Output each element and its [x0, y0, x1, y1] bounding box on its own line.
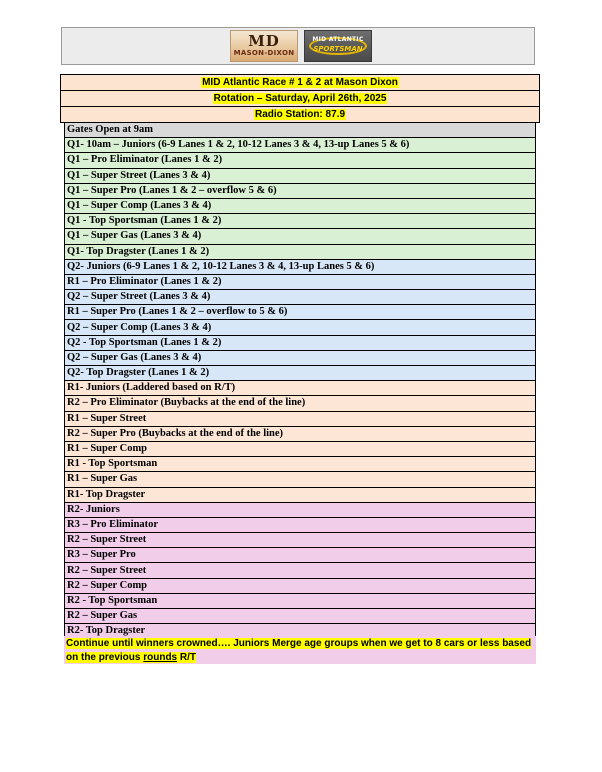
schedule-cell: R2 – Super Street	[65, 533, 536, 548]
schedule-row	[65, 366, 536, 381]
schedule-cell: R1 – Super Gas	[65, 472, 536, 487]
schedule-body	[65, 123, 536, 639]
event-title-row	[61, 75, 540, 91]
mid-atlantic-logo-mark: MID ATLANTIC	[312, 36, 364, 43]
schedule-row	[65, 138, 536, 153]
schedule-cell: R2 - Top Sportsman	[65, 593, 536, 608]
schedule-row	[65, 487, 536, 502]
schedule-cell: Q2 – Super Gas (Lanes 3 & 4)	[65, 350, 536, 365]
schedule-row	[65, 350, 536, 365]
schedule-row	[65, 305, 536, 320]
schedule-row	[65, 593, 536, 608]
schedule-row	[65, 153, 536, 168]
schedule-row	[65, 578, 536, 593]
schedule-row	[65, 183, 536, 198]
event-radio-row	[61, 107, 540, 123]
schedule-row	[65, 502, 536, 517]
mid-atlantic-logo	[304, 30, 372, 62]
footnote-link: rounds	[143, 652, 178, 663]
schedule-cell: Q2- Juniors (6-9 Lanes 1 & 2, 10-12 Lanes 3 & 4, 13-up Lanes 5 & 6)	[65, 259, 536, 274]
schedule-row	[65, 609, 536, 624]
schedule-cell: Q1 – Super Gas (Lanes 3 & 4)	[65, 229, 536, 244]
event-radio-cell	[61, 107, 540, 123]
schedule-row	[65, 411, 536, 426]
schedule-row	[65, 320, 536, 335]
schedule-cell: Q1 – Super Comp (Lanes 3 & 4)	[65, 198, 536, 213]
schedule-cell: R3 – Pro Eliminator	[65, 517, 536, 532]
schedule-row	[65, 426, 536, 441]
event-rotation-cell	[61, 91, 540, 107]
schedule-row	[65, 123, 536, 138]
event-rotation: Rotation – Saturday, April 26th, 2025	[213, 93, 387, 104]
schedule-cell: Gates Open at 9am	[65, 123, 536, 138]
event-radio: Radio Station: 87.9	[254, 109, 345, 120]
schedule-cell: R2- Top Dragster	[65, 624, 536, 639]
schedule-cell: R1 - Top Sportsman	[65, 457, 536, 472]
schedule-cell: Q2 - Top Sportsman (Lanes 1 & 2)	[65, 335, 536, 350]
schedule-cell: Q2- Top Dragster (Lanes 1 & 2)	[65, 366, 536, 381]
event-rotation-row	[61, 91, 540, 107]
mason-dixon-dragway-logo	[230, 30, 298, 62]
schedule-row	[65, 533, 536, 548]
schedule-row	[65, 517, 536, 532]
mason-dixon-logo-mark: MD	[248, 32, 280, 50]
schedule-cell: Q1 – Super Street (Lanes 3 & 4)	[65, 168, 536, 183]
schedule-row	[65, 548, 536, 563]
schedule-cell: Q2 – Super Comp (Lanes 3 & 4)	[65, 320, 536, 335]
schedule-cell: Q1 – Super Pro (Lanes 1 & 2 – overflow 5 & 6)	[65, 183, 536, 198]
schedule-row	[65, 457, 536, 472]
schedule-cell: R2 – Super Pro (Buybacks at the end of the line)	[65, 426, 536, 441]
schedule-row	[65, 563, 536, 578]
event-title-cell	[61, 75, 540, 91]
schedule-row	[65, 472, 536, 487]
mason-dixon-logo-sub: MASON-DIXON	[233, 49, 295, 57]
schedule-table	[64, 122, 536, 639]
schedule-row	[65, 290, 536, 305]
schedule-cell: R3 – Super Pro	[65, 548, 536, 563]
event-title: MID Atlantic Race # 1 & 2 at Mason Dixon	[202, 77, 398, 88]
schedule-row	[65, 229, 536, 244]
schedule-cell: Q1 - Top Sportsman (Lanes 1 & 2)	[65, 214, 536, 229]
schedule-cell: R2- Juniors	[65, 502, 536, 517]
schedule-cell: Q1 – Pro Eliminator (Lanes 1 & 2)	[65, 153, 536, 168]
schedule-cell: Q2 – Super Street (Lanes 3 & 4)	[65, 290, 536, 305]
schedule-row	[65, 441, 536, 456]
schedule-cell: R2 – Super Comp	[65, 578, 536, 593]
schedule-row	[65, 214, 536, 229]
schedule-cell: R1- Juniors (Laddered based on R/T)	[65, 381, 536, 396]
schedule-row	[65, 335, 536, 350]
schedule-cell: Q1- Top Dragster (Lanes 1 & 2)	[65, 244, 536, 259]
footnote	[64, 636, 536, 664]
schedule-cell: R2 – Super Street	[65, 563, 536, 578]
schedule-row	[65, 259, 536, 274]
schedule-cell: Q1- 10am – Juniors (6-9 Lanes 1 & 2, 10-12 Lanes 3 & 4, 13-up Lanes 5 & 6)	[65, 138, 536, 153]
schedule-cell: R2 – Super Gas	[65, 609, 536, 624]
schedule-cell: R1 – Super Street	[65, 411, 536, 426]
schedule-row	[65, 168, 536, 183]
footnote-tail: R/T	[177, 652, 197, 663]
schedule-cell: R1 – Super Comp	[65, 441, 536, 456]
schedule-cell: R1 – Super Pro (Lanes 1 & 2 – overflow to 5 & 6)	[65, 305, 536, 320]
schedule-cell: R2 – Pro Eliminator (Buybacks at the end of the line)	[65, 396, 536, 411]
schedule-row	[65, 198, 536, 213]
footnote-text: Continue until winners crowned…. Juniors Merge age groups when we get to 8 cars or less based on the previous	[66, 638, 532, 663]
schedule-cell: R1- Top Dragster	[65, 487, 536, 502]
event-header-table	[60, 74, 540, 123]
logo-banner	[61, 27, 535, 65]
mid-atlantic-logo-sub: SPORTSMAN	[313, 45, 363, 53]
schedule-row	[65, 381, 536, 396]
schedule-row	[65, 274, 536, 289]
schedule-row	[65, 244, 536, 259]
schedule-row	[65, 396, 536, 411]
schedule-cell: R1 – Pro Eliminator (Lanes 1 & 2)	[65, 274, 536, 289]
